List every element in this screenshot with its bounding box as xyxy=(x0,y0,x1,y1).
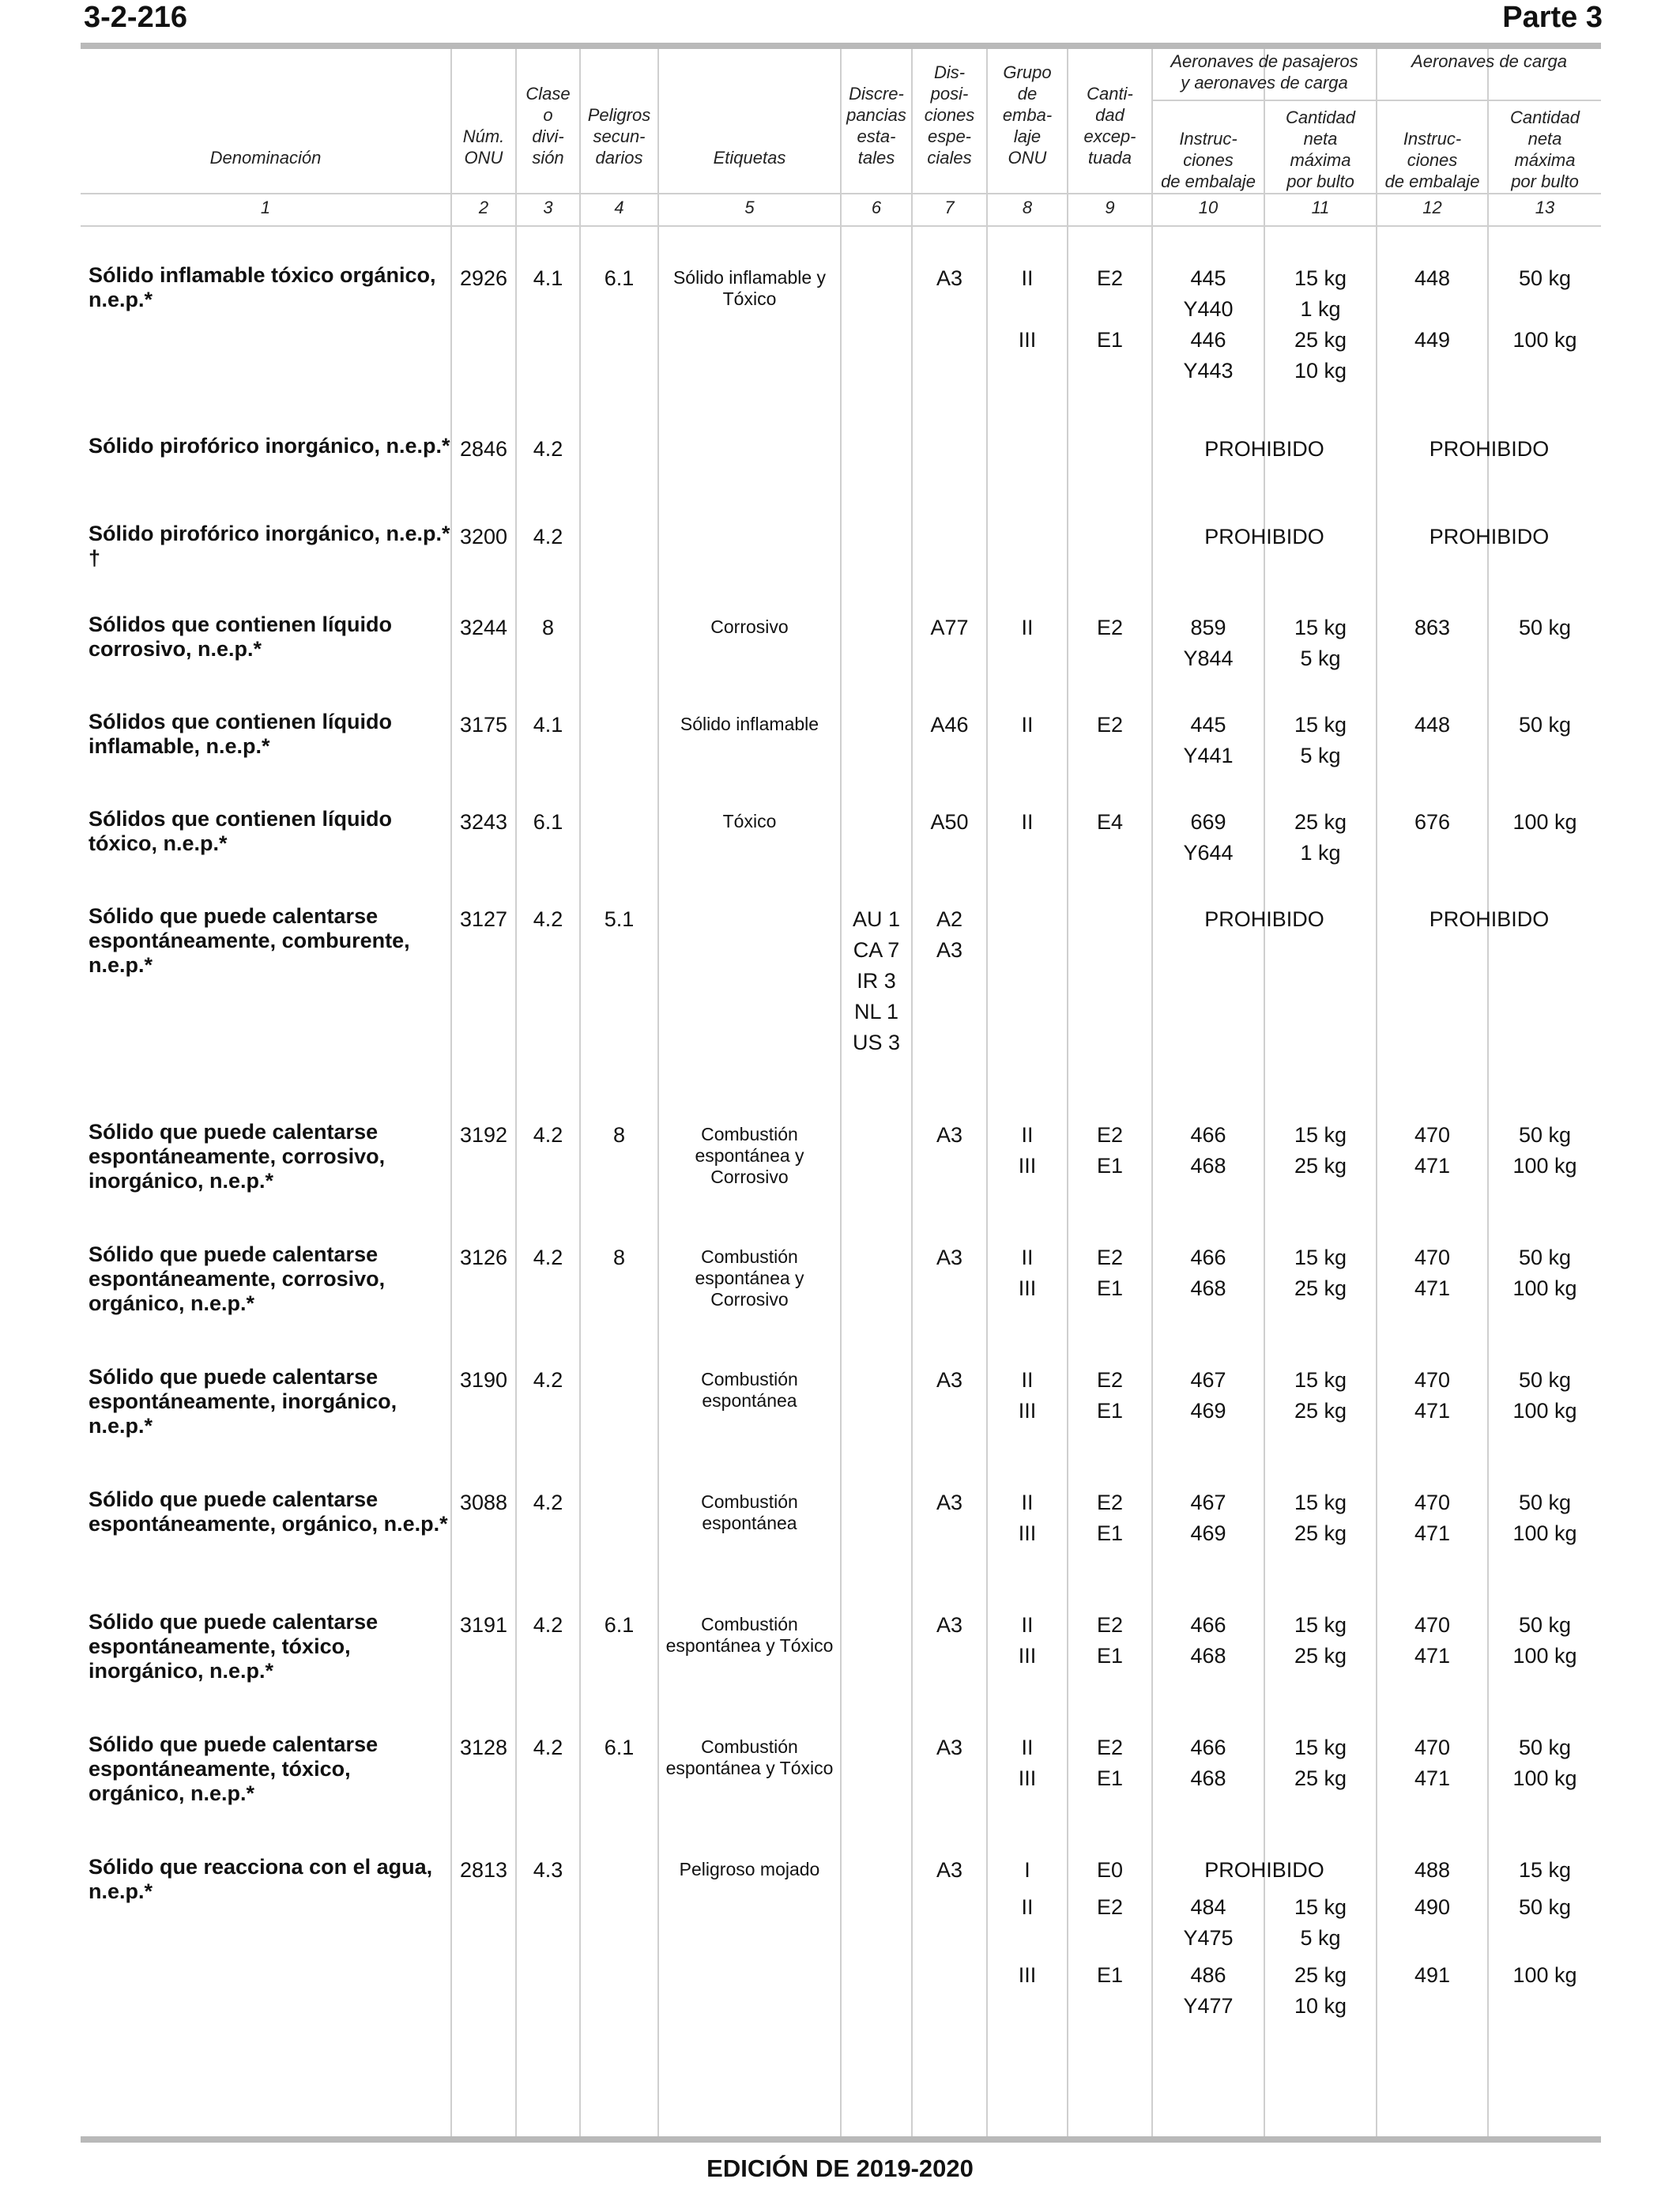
un-number: 2926 xyxy=(459,266,508,290)
class-division: 4.2 xyxy=(533,525,563,548)
passenger-packing-instruction: 466 xyxy=(1190,1246,1226,1269)
cargo-packing-instruction: 471 xyxy=(1414,1154,1451,1178)
substance-name: Sólido que puede calentarse espontáneamente, corrosivo, orgánico, n.e.p.* xyxy=(89,1242,386,1315)
passenger-aircraft-forbidden: PROHIBIDO xyxy=(1204,907,1324,931)
class-division: 4.2 xyxy=(533,1123,563,1147)
subsidiary-hazard: 8 xyxy=(612,1246,626,1269)
substance-name: Sólidos que contienen líquido inflamable, n.e.p.* xyxy=(89,710,392,758)
substance-name: Sólido pirofórico inorgánico, n.e.p.* † xyxy=(89,522,450,570)
un-number: 3243 xyxy=(459,810,508,834)
class-division: 8 xyxy=(541,616,555,639)
header-aeronaves-carga: Aeronaves de carga xyxy=(1411,51,1567,71)
cargo-packing-instruction: 471 xyxy=(1414,1276,1451,1300)
passenger-max-net-quantity: 15 kg xyxy=(1294,1246,1347,1269)
class-division: 4.2 xyxy=(533,1368,563,1392)
packing-group: III xyxy=(1018,1276,1037,1300)
excepted-quantity: E2 xyxy=(1096,1368,1124,1392)
packing-group: II xyxy=(1021,1246,1034,1269)
header-grupo: Grupo de emba- laje ONU xyxy=(1002,62,1053,168)
passenger-packing-instruction: 669 xyxy=(1190,810,1226,834)
excepted-quantity: E2 xyxy=(1096,713,1124,737)
cargo-max-net-quantity: 50 kg xyxy=(1518,1246,1572,1269)
cargo-max-net-quantity: 100 kg xyxy=(1512,1521,1577,1545)
special-provision: A3 xyxy=(936,1858,963,1882)
packing-group: III xyxy=(1018,1154,1037,1178)
special-provision: A3 xyxy=(936,1491,963,1514)
cargo-packing-instruction: 470 xyxy=(1414,1123,1451,1147)
bottom-rule xyxy=(81,2136,1601,2143)
header-cantidad-exceptuada: Canti- dad excep- tuada xyxy=(1083,84,1136,168)
substance-name: Sólidos que contienen líquido tóxico, n.e.p.* xyxy=(89,807,392,855)
substance-name: Sólido que puede calentarse espontáneamente, orgánico, n.e.p.* xyxy=(89,1487,448,1536)
class-division: 6.1 xyxy=(533,810,563,834)
special-provision: A2 xyxy=(936,907,963,931)
state-variation: CA 7 xyxy=(853,938,900,962)
substance-name: Sólido inflamable tóxico orgánico, n.e.p.* xyxy=(89,263,436,311)
packing-group: II xyxy=(1021,1368,1034,1392)
cargo-max-net-quantity: 50 kg xyxy=(1518,1368,1572,1392)
substance-name: Sólido que puede calentarse espontáneamente, comburente, n.e.p.* xyxy=(89,904,410,977)
cargo-max-net-quantity: 50 kg xyxy=(1518,713,1572,737)
excepted-quantity: E1 xyxy=(1096,1963,1124,1987)
hazard-label: Combustión espontánea y Corrosivo xyxy=(695,1246,804,1310)
excepted-quantity: E1 xyxy=(1096,1766,1124,1790)
cargo-packing-instruction: 448 xyxy=(1414,266,1451,290)
class-division: 4.3 xyxy=(533,1858,563,1882)
header-denominacion: Denominación xyxy=(209,148,322,168)
hazard-label: Combustión espontánea y Corrosivo xyxy=(695,1124,804,1187)
cargo-max-net-quantity: 100 kg xyxy=(1512,1399,1577,1423)
cargo-packing-instruction: 491 xyxy=(1414,1963,1451,1987)
header-clase: Clase o divi- sión xyxy=(525,84,571,168)
excepted-quantity: E1 xyxy=(1096,1399,1124,1423)
packing-group: II xyxy=(1021,810,1034,834)
passenger-packing-instruction: 486 xyxy=(1190,1963,1226,1987)
packing-group: II xyxy=(1021,713,1034,737)
un-number: 3190 xyxy=(459,1368,508,1392)
special-provision: A3 xyxy=(936,266,963,290)
hazard-label: Sólido inflamable xyxy=(680,714,819,734)
passenger-max-net-quantity: 25 kg xyxy=(1294,328,1347,352)
passenger-max-net-quantity: 1 kg xyxy=(1300,297,1341,321)
passenger-max-net-quantity: 25 kg xyxy=(1294,1644,1347,1668)
un-number: 3128 xyxy=(459,1736,508,1759)
substance-name: Sólido que reacciona con el agua, n.e.p.* xyxy=(89,1855,433,1903)
un-number: 3192 xyxy=(459,1123,508,1147)
class-division: 4.2 xyxy=(533,437,563,461)
passenger-packing-instruction: Y475 xyxy=(1183,1926,1234,1950)
passenger-max-net-quantity: 15 kg xyxy=(1294,616,1347,639)
hazard-label: Tóxico xyxy=(722,811,777,831)
special-provision: A50 xyxy=(930,810,969,834)
packing-group: II xyxy=(1021,266,1034,290)
excepted-quantity: E2 xyxy=(1096,616,1124,639)
header-cantidad-pax: Cantidad neta máxima por bulto xyxy=(1285,107,1356,191)
substance-name: Sólidos que contienen líquido corrosivo, n.e.p.* xyxy=(89,613,392,661)
passenger-packing-instruction: 446 xyxy=(1190,328,1226,352)
state-variation: IR 3 xyxy=(857,969,896,993)
passenger-max-net-quantity: 15 kg xyxy=(1294,1491,1347,1514)
special-provision: A3 xyxy=(936,1736,963,1759)
header-disposiciones: Dis- posi- ciones espe- ciales xyxy=(924,62,975,168)
passenger-packing-instruction: Y441 xyxy=(1183,744,1234,767)
cargo-max-net-quantity: 50 kg xyxy=(1518,1613,1572,1637)
passenger-packing-instruction: 445 xyxy=(1190,266,1226,290)
cargo-max-net-quantity: 50 kg xyxy=(1518,1491,1572,1514)
class-division: 4.2 xyxy=(533,1736,563,1759)
special-provision: A3 xyxy=(936,938,963,962)
column-number: 3 xyxy=(543,198,553,217)
column-number: 5 xyxy=(744,198,755,217)
hazard-label: Corrosivo xyxy=(710,616,789,637)
substance-name: Sólido que puede calentarse espontáneamente, corrosivo, inorgánico, n.e.p.* xyxy=(89,1120,386,1193)
special-provision: A46 xyxy=(930,713,969,737)
excepted-quantity: E2 xyxy=(1096,1736,1124,1759)
passenger-max-net-quantity: 25 kg xyxy=(1294,1521,1347,1545)
cargo-packing-instruction: 471 xyxy=(1414,1399,1451,1423)
cargo-aircraft-forbidden: PROHIBIDO xyxy=(1429,907,1550,931)
class-division: 4.2 xyxy=(533,907,563,931)
special-provision: A77 xyxy=(930,616,969,639)
cargo-packing-instruction: 471 xyxy=(1414,1644,1451,1668)
subsidiary-hazard: 5.1 xyxy=(604,907,635,931)
column-number: 7 xyxy=(944,198,955,217)
packing-group: II xyxy=(1021,1895,1034,1919)
passenger-aircraft-forbidden: PROHIBIDO xyxy=(1204,1858,1324,1882)
excepted-quantity: E2 xyxy=(1096,1613,1124,1637)
cargo-packing-instruction: 470 xyxy=(1414,1736,1451,1759)
packing-group: III xyxy=(1018,1766,1037,1790)
header-discrepancias: Discre- pancias esta- tales xyxy=(846,84,906,168)
hazard-label: Combustión espontánea y Tóxico xyxy=(665,1614,834,1656)
passenger-packing-instruction: 468 xyxy=(1190,1276,1226,1300)
un-number: 3191 xyxy=(459,1613,508,1637)
excepted-quantity: E4 xyxy=(1096,810,1124,834)
cargo-packing-instruction: 471 xyxy=(1414,1521,1451,1545)
passenger-max-net-quantity: 15 kg xyxy=(1294,713,1347,737)
column-number: 4 xyxy=(614,198,624,217)
cargo-packing-instruction: 470 xyxy=(1414,1246,1451,1269)
substance-name: Sólido que puede calentarse espontáneamente, tóxico, orgánico, n.e.p.* xyxy=(89,1732,379,1805)
excepted-quantity: E2 xyxy=(1096,1895,1124,1919)
passenger-packing-instruction: Y644 xyxy=(1183,841,1234,865)
class-division: 4.1 xyxy=(533,713,563,737)
cargo-max-net-quantity: 100 kg xyxy=(1512,1644,1577,1668)
state-variation: NL 1 xyxy=(853,1000,899,1023)
passenger-packing-instruction: 484 xyxy=(1190,1895,1226,1919)
packing-group: II xyxy=(1021,1491,1034,1514)
packing-group: III xyxy=(1018,1399,1037,1423)
excepted-quantity: E1 xyxy=(1096,328,1124,352)
column-number: 8 xyxy=(1022,198,1033,217)
passenger-max-net-quantity: 15 kg xyxy=(1294,1123,1347,1147)
passenger-packing-instruction: 468 xyxy=(1190,1644,1226,1668)
un-number: 3244 xyxy=(459,616,508,639)
passenger-max-net-quantity: 25 kg xyxy=(1294,1963,1347,1987)
passenger-packing-instruction: Y477 xyxy=(1183,1994,1234,2018)
state-variation: US 3 xyxy=(852,1031,901,1054)
packing-group: III xyxy=(1018,1521,1037,1545)
excepted-quantity: E1 xyxy=(1096,1154,1124,1178)
cargo-max-net-quantity: 50 kg xyxy=(1518,1895,1572,1919)
passenger-max-net-quantity: 25 kg xyxy=(1294,1766,1347,1790)
cargo-packing-instruction: 448 xyxy=(1414,713,1451,737)
cargo-packing-instruction: 863 xyxy=(1414,616,1451,639)
excepted-quantity: E2 xyxy=(1096,1491,1124,1514)
cargo-max-net-quantity: 100 kg xyxy=(1512,810,1577,834)
un-number: 3088 xyxy=(459,1491,508,1514)
passenger-packing-instruction: 466 xyxy=(1190,1736,1226,1759)
passenger-aircraft-forbidden: PROHIBIDO xyxy=(1204,437,1324,461)
excepted-quantity: E2 xyxy=(1096,1246,1124,1269)
un-number: 3175 xyxy=(459,713,508,737)
passenger-max-net-quantity: 5 kg xyxy=(1300,647,1341,670)
passenger-max-net-quantity: 15 kg xyxy=(1294,1368,1347,1392)
cargo-max-net-quantity: 100 kg xyxy=(1512,1154,1577,1178)
class-division: 4.2 xyxy=(533,1246,563,1269)
packing-group: II xyxy=(1021,1613,1034,1637)
cargo-packing-instruction: 470 xyxy=(1414,1368,1451,1392)
subsidiary-hazard: 6.1 xyxy=(604,1613,635,1637)
column-number: 2 xyxy=(478,198,489,217)
passenger-packing-instruction: Y844 xyxy=(1183,647,1234,670)
packing-group: II xyxy=(1021,1123,1034,1147)
special-provision: A3 xyxy=(936,1368,963,1392)
subsidiary-hazard: 8 xyxy=(612,1123,626,1147)
passenger-packing-instruction: 467 xyxy=(1190,1368,1226,1392)
packing-group: I xyxy=(1024,1858,1030,1882)
part-label: Parte 3 xyxy=(1502,1,1603,34)
passenger-aircraft-forbidden: PROHIBIDO xyxy=(1204,525,1324,548)
hazard-label: Sólido inflamable y Tóxico xyxy=(672,267,827,309)
cargo-max-net-quantity: 15 kg xyxy=(1518,1858,1572,1882)
passenger-packing-instruction: 445 xyxy=(1190,713,1226,737)
packing-group: II xyxy=(1021,1736,1034,1759)
passenger-packing-instruction: Y440 xyxy=(1183,297,1234,321)
cargo-packing-instruction: 676 xyxy=(1414,810,1451,834)
class-division: 4.2 xyxy=(533,1491,563,1514)
cargo-aircraft-forbidden: PROHIBIDO xyxy=(1429,437,1550,461)
column-number: 9 xyxy=(1105,198,1115,217)
hazard-label: Peligroso mojado xyxy=(679,1859,820,1879)
excepted-quantity: E1 xyxy=(1096,1521,1124,1545)
cargo-aircraft-forbidden: PROHIBIDO xyxy=(1429,525,1550,548)
passenger-packing-instruction: 469 xyxy=(1190,1521,1226,1545)
special-provision: A3 xyxy=(936,1246,963,1269)
page-number: 3-2-216 xyxy=(84,1,187,34)
cargo-max-net-quantity: 100 kg xyxy=(1512,1963,1577,1987)
passenger-max-net-quantity: 5 kg xyxy=(1300,1926,1341,1950)
substance-name: Sólido que puede calentarse espontáneamente, inorgánico, n.e.p.* xyxy=(89,1365,397,1438)
cargo-max-net-quantity: 100 kg xyxy=(1512,1766,1577,1790)
cargo-packing-instruction: 470 xyxy=(1414,1613,1451,1637)
special-provision: A3 xyxy=(936,1613,963,1637)
passenger-packing-instruction: 859 xyxy=(1190,616,1226,639)
excepted-quantity: E1 xyxy=(1096,1644,1124,1668)
passenger-max-net-quantity: 15 kg xyxy=(1294,1895,1347,1919)
edition-footer: EDICIÓN DE 2019-2020 xyxy=(706,2154,974,2182)
cargo-max-net-quantity: 50 kg xyxy=(1518,266,1572,290)
passenger-max-net-quantity: 25 kg xyxy=(1294,1399,1347,1423)
passenger-max-net-quantity: 15 kg xyxy=(1294,1613,1347,1637)
cargo-packing-instruction: 449 xyxy=(1414,328,1451,352)
passenger-max-net-quantity: 5 kg xyxy=(1300,744,1341,767)
passenger-packing-instruction: Y443 xyxy=(1183,359,1234,383)
state-variation: AU 1 xyxy=(852,907,901,931)
un-number: 2813 xyxy=(459,1858,508,1882)
substance-name: Sólido pirofórico inorgánico, n.e.p.* xyxy=(89,434,450,458)
header-instrucciones-pax: Instruc- ciones de embalaje xyxy=(1161,129,1256,191)
excepted-quantity: E2 xyxy=(1096,1123,1124,1147)
passenger-packing-instruction: 469 xyxy=(1190,1399,1226,1423)
subsidiary-hazard: 6.1 xyxy=(604,266,635,290)
cargo-max-net-quantity: 100 kg xyxy=(1512,1276,1577,1300)
packing-group: III xyxy=(1018,1963,1037,1987)
cargo-packing-instruction: 490 xyxy=(1414,1895,1451,1919)
header-num-onu: Núm. ONU xyxy=(462,126,505,168)
header-aeronaves-pasajeros: Aeronaves de pasajeros y aeronaves de carga xyxy=(1170,51,1358,92)
subsidiary-hazard: 6.1 xyxy=(604,1736,635,1759)
un-number: 3200 xyxy=(459,525,508,548)
passenger-max-net-quantity: 1 kg xyxy=(1300,841,1341,865)
cargo-max-net-quantity: 100 kg xyxy=(1512,328,1577,352)
header-etiquetas: Etiquetas xyxy=(713,148,786,168)
hazard-label: Combustión espontánea xyxy=(701,1491,798,1533)
hazard-label: Combustión espontánea y Tóxico xyxy=(665,1736,834,1778)
passenger-packing-instruction: 468 xyxy=(1190,1766,1226,1790)
cargo-packing-instruction: 470 xyxy=(1414,1491,1451,1514)
cargo-max-net-quantity: 50 kg xyxy=(1518,1736,1572,1759)
passenger-max-net-quantity: 25 kg xyxy=(1294,1276,1347,1300)
substance-name: Sólido que puede calentarse espontáneamente, tóxico, inorgánico, n.e.p.* xyxy=(89,1610,379,1683)
hazard-label: Combustión espontánea xyxy=(701,1369,798,1411)
column-number: 11 xyxy=(1311,198,1330,217)
excepted-quantity: E1 xyxy=(1096,1276,1124,1300)
packing-group: III xyxy=(1018,1644,1037,1668)
un-number: 3126 xyxy=(459,1246,508,1269)
cargo-packing-instruction: 471 xyxy=(1414,1766,1451,1790)
header-peligros: Peligros secun- darios xyxy=(587,105,651,168)
un-number: 2846 xyxy=(459,437,508,461)
passenger-max-net-quantity: 10 kg xyxy=(1294,1994,1347,2018)
column-number: 10 xyxy=(1198,198,1219,217)
passenger-packing-instruction: 468 xyxy=(1190,1154,1226,1178)
passenger-packing-instruction: 466 xyxy=(1190,1123,1226,1147)
cargo-max-net-quantity: 50 kg xyxy=(1518,616,1572,639)
passenger-max-net-quantity: 15 kg xyxy=(1294,266,1347,290)
cargo-max-net-quantity: 50 kg xyxy=(1518,1123,1572,1147)
passenger-max-net-quantity: 25 kg xyxy=(1294,1154,1347,1178)
class-division: 4.1 xyxy=(533,266,563,290)
column-number: 13 xyxy=(1535,198,1555,217)
class-division: 4.2 xyxy=(533,1613,563,1637)
passenger-packing-instruction: 467 xyxy=(1190,1491,1226,1514)
un-number: 3127 xyxy=(459,907,508,931)
column-number: 6 xyxy=(871,198,882,217)
passenger-packing-instruction: 466 xyxy=(1190,1613,1226,1637)
passenger-max-net-quantity: 10 kg xyxy=(1294,359,1347,383)
packing-group: II xyxy=(1021,616,1034,639)
passenger-max-net-quantity: 15 kg xyxy=(1294,1736,1347,1759)
header-cantidad-cao: Cantidad neta máxima por bulto xyxy=(1509,107,1580,191)
packing-group: III xyxy=(1018,328,1037,352)
excepted-quantity: E0 xyxy=(1096,1858,1124,1882)
column-number: 12 xyxy=(1422,198,1442,217)
cargo-packing-instruction: 488 xyxy=(1414,1858,1451,1882)
passenger-max-net-quantity: 25 kg xyxy=(1294,810,1347,834)
special-provision: A3 xyxy=(936,1123,963,1147)
column-number: 1 xyxy=(260,198,271,217)
header-instrucciones-cao: Instruc- ciones de embalaje xyxy=(1384,129,1480,191)
excepted-quantity: E2 xyxy=(1096,266,1124,290)
